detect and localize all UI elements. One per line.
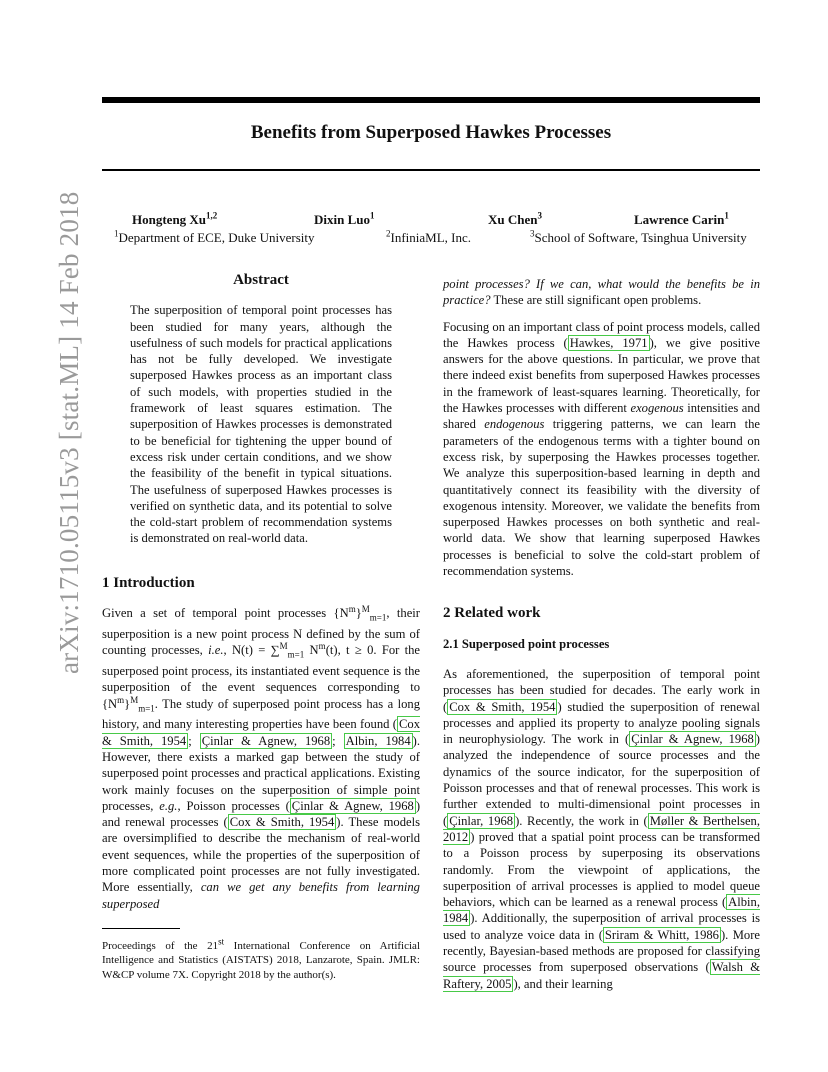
author-2: Dixin Luo$^1$ xyxy=(314,210,375,227)
arxiv-id: arXiv:1710.05115v3 [stat.ML] 14 Feb 2018 xyxy=(54,191,84,674)
citation-link[interactable]: Çinlar & Agnew, 1968 xyxy=(291,798,414,813)
author-3: Xu Chen$^3$ xyxy=(488,210,542,227)
related-work-paragraph: As aforementioned, the superposition of temporal point processes has been studied for decades. The early work in ( Cox & Smith, 1954 ) studied the superposition of renewal processes and applied its property to analyze pooling signals in neurophysiology. The work in ( Çinlar & Agnew, 1968 ) analyzed the independence of source processes and the dynamics of the source indicator, for the superposition of Poisson processes and that of renewal processes. This work is further extended to multi-dimensional point processes in ( Çinlar, 1968 ). Recently, the work in ( Møller & Berthelsen, 2012 ) proved that a spatial point process can be transformed to a Poisson process by superposing its observations randomly. From the viewpoint of applications, the superposition of arrival processes is applied to model queue behaviors, which can be learned as a renewal process ( Albin, 1984 ). Additionally, the superposition of arrival processes is used to analyze voice data in ( Sriram & Whitt, 1986 ). More recently, Bayesian-based methods are proposed for classifying source processes from superposed observations ( Walsh & Raftery, 2005 ), and their learning xyxy=(443,666,761,991)
abstract-heading: Abstract xyxy=(233,272,289,288)
subsection-superposed-heading: 2.1 Superposed point processes xyxy=(443,636,610,651)
citation-link[interactable]: Sriram & Whitt, 1986 xyxy=(604,927,719,942)
citation-link[interactable]: Cox & Smith, 1954 xyxy=(449,699,556,714)
author-4: Lawrence Carin$^1$ xyxy=(634,210,729,227)
left-column xyxy=(102,272,420,982)
affiliation-3: $^3$School of Software, Tsinghua University xyxy=(530,228,747,245)
abstract-text: The superposition of temporal point processes has been studied for many years, although the usefulness of such models for practical applications has not be fully developed. We investigate superposed Hawkes process as an important class of such models, with properties studied in the framework of least squares estimation. The superposition of Hawkes processes is demonstrated to be beneficial for tightening the upper bound of excess risk under certain conditions, and we show the feasibility of the benefit in typical situations. The usefulness of superposed Hawkes processes is verified on synthetic data, and its potential to solve the cold-start problem of recommendation systems is demonstrated on real-world data. xyxy=(130,303,392,546)
citation-link[interactable]: Hawkes, 1971 xyxy=(569,335,648,350)
citation-link[interactable]: Walsh & Raftery, 2005 xyxy=(443,960,760,991)
section-introduction-heading: 1 Introduction xyxy=(102,574,195,591)
affiliation-2: $^2$InfiniaML, Inc. xyxy=(386,228,472,245)
citation-link[interactable]: Møller & Berthelsen, 2012 xyxy=(443,813,761,844)
citation-link[interactable]: Cox & Smith, 1954 xyxy=(229,815,335,830)
title-rule xyxy=(102,169,760,171)
top-rule xyxy=(102,97,760,103)
citation-link[interactable]: Albin, 1984 xyxy=(443,895,760,926)
intro-paragraph: Given a set of temporal point processes $\{N^m\}^M_{m=1}$, their superposition is a new point process N defined by the sum of counting processes, i.e., N(t) = ∑$^M_{m=1}$ $N^m(t)$, t ≥ 0. For the superposed point process, its instantiated event sequence is the superposition of the event sequences corresponding to $\{N^m\}^M_{m=1}$. The study of superposed point process has a long history, and many interesting properties have been found ( Cox & Smith, 1954 ; Çinlar & Agnew, 1968 ; Albin, 1984 ). However, there exists a marked gap between the study of superposed point processes and practical applications. Existing work mainly focuses on the superposition of simple point processes, e.g., Poisson processes ( Çinlar & Agnew, 1968 ) and renewal processes ( Cox & Smith, 1954 ). These models are oversimplified to describe the mechanism of real-world event sequences, while the properties of the superposition of more complicated point processes are not fully investigated. More essentially, can we get any benefits from learning superposed xyxy=(102,603,421,911)
arxiv-stamp xyxy=(16,191,84,680)
author-block xyxy=(102,212,762,248)
section-related-work-heading: 2 Related work xyxy=(443,605,541,622)
paper-title: Benefits from Superposed Hawkes Processes xyxy=(250,122,612,143)
author-1: Hongteng Xu$^{1,2}$ xyxy=(132,210,218,227)
footnote-rule xyxy=(102,928,180,929)
citation-link[interactable]: Çinlar & Agnew, 1968 xyxy=(201,733,331,748)
right-column xyxy=(443,276,760,1002)
citation-link[interactable]: Çinlar & Agnew, 1968 xyxy=(631,732,754,747)
intro-continuation: point processes? If we can, what would the benefits be in practice? These are still significant open problems. xyxy=(443,277,760,308)
footnote: Proceedings of the 21st International Conference on Artificial Intelligence and Statistics (AISTATS) 2018, Lanzarote, Spain. JMLR: W&CP volume 7X. Copyright 2018 by the author(s). xyxy=(102,936,420,981)
citation-link[interactable]: Albin, 1984 xyxy=(345,733,411,748)
intro-paragraph-2: Focusing on an important class of point process models, called the Hawkes process ( Hawkes, 1971 ), we give positive answers for the above questions. In particular, we prove that there indeed exist benefits from superposed Hawkes processes in the framework of least-squares learning. Theoretically, for the Hawkes processes with different exogenous intensities and shared endogenous triggering patterns, we can learn the parameters of the endogenous terms with a tighter bound on excess risk, by superposing the Hawkes processes together. We analyze this superposition-based learning in depth and quantitatively connect its feasibility with the diversity of exogenous intensity. Moreover, we validate the benefits from superposed Hawkes processes on both synthetic and real-world data. We show that learning superposed Hawkes processes is beneficial to solve the cold-start problem of recommendation systems. xyxy=(443,319,760,579)
affiliation-1: $^1$Department of ECE, Duke University xyxy=(114,228,315,245)
citation-link[interactable]: Cox & Smith, 1954 xyxy=(102,717,420,748)
citation-link[interactable]: Çinlar, 1968 xyxy=(449,813,514,828)
